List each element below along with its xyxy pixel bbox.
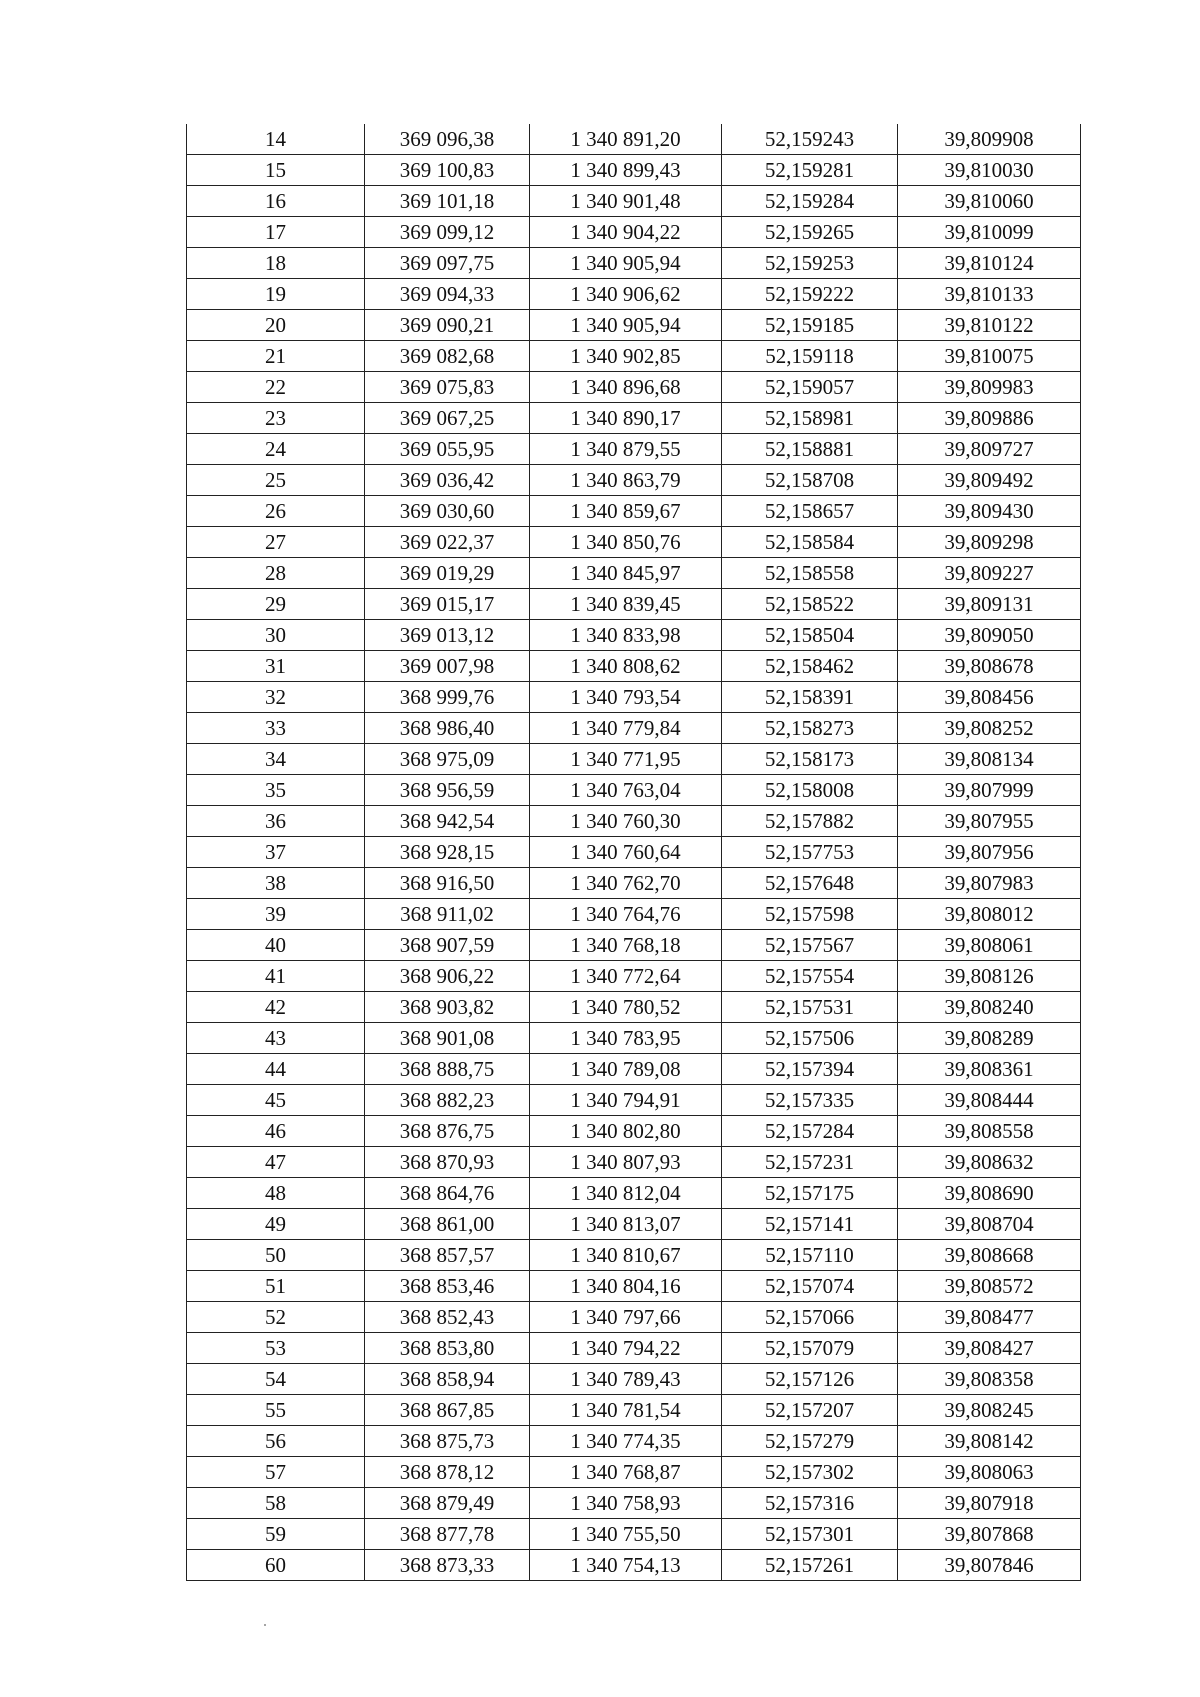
point-number-cell: 21 [187, 341, 365, 372]
longitude-cell: 39,808668 [898, 1240, 1081, 1271]
table-row [187, 1519, 1081, 1550]
point-number-cell: 44 [187, 1054, 365, 1085]
latitude-cell: 52,157261 [722, 1550, 898, 1581]
x-coordinate-cell: 368 888,75 [365, 1054, 530, 1085]
point-number-cell: 59 [187, 1519, 365, 1550]
point-number-cell: 55 [187, 1395, 365, 1426]
longitude-cell: 39,809727 [898, 434, 1081, 465]
table-row [187, 930, 1081, 961]
point-number-cell: 38 [187, 868, 365, 899]
table-row [187, 1457, 1081, 1488]
latitude-cell: 52,157301 [722, 1519, 898, 1550]
latitude-cell: 52,157882 [722, 806, 898, 837]
y-coordinate-cell: 1 340 754,13 [530, 1550, 722, 1581]
point-number-cell: 47 [187, 1147, 365, 1178]
table-row [187, 1147, 1081, 1178]
table-row [187, 434, 1081, 465]
longitude-cell: 39,809131 [898, 589, 1081, 620]
latitude-cell: 52,158522 [722, 589, 898, 620]
y-coordinate-cell: 1 340 762,70 [530, 868, 722, 899]
table-row [187, 620, 1081, 651]
table-row [187, 1209, 1081, 1240]
point-number-cell: 28 [187, 558, 365, 589]
x-coordinate-cell: 369 096,38 [365, 124, 530, 155]
x-coordinate-cell: 369 090,21 [365, 310, 530, 341]
longitude-cell: 39,808240 [898, 992, 1081, 1023]
latitude-cell: 52,158881 [722, 434, 898, 465]
y-coordinate-cell: 1 340 863,79 [530, 465, 722, 496]
point-number-cell: 41 [187, 961, 365, 992]
y-coordinate-cell: 1 340 905,94 [530, 248, 722, 279]
scan-speck [264, 1624, 266, 1626]
y-coordinate-cell: 1 340 802,80 [530, 1116, 722, 1147]
x-coordinate-cell: 369 099,12 [365, 217, 530, 248]
x-coordinate-cell: 368 870,93 [365, 1147, 530, 1178]
y-coordinate-cell: 1 340 755,50 [530, 1519, 722, 1550]
x-coordinate-cell: 368 876,75 [365, 1116, 530, 1147]
latitude-cell: 52,159265 [722, 217, 898, 248]
table-row [187, 1085, 1081, 1116]
x-coordinate-cell: 368 906,22 [365, 961, 530, 992]
point-number-cell: 42 [187, 992, 365, 1023]
table-row [187, 837, 1081, 868]
table-row [187, 868, 1081, 899]
y-coordinate-cell: 1 340 902,85 [530, 341, 722, 372]
table-row [187, 1240, 1081, 1271]
latitude-cell: 52,159281 [722, 155, 898, 186]
y-coordinate-cell: 1 340 813,07 [530, 1209, 722, 1240]
coordinates-table-body [187, 124, 1081, 1581]
x-coordinate-cell: 368 986,40 [365, 713, 530, 744]
y-coordinate-cell: 1 340 808,62 [530, 651, 722, 682]
latitude-cell: 52,158584 [722, 527, 898, 558]
latitude-cell: 52,157753 [722, 837, 898, 868]
point-number-cell: 52 [187, 1302, 365, 1333]
table-row [187, 589, 1081, 620]
longitude-cell: 39,809492 [898, 465, 1081, 496]
point-number-cell: 17 [187, 217, 365, 248]
point-number-cell: 20 [187, 310, 365, 341]
longitude-cell: 39,808704 [898, 1209, 1081, 1240]
latitude-cell: 52,157079 [722, 1333, 898, 1364]
x-coordinate-cell: 368 975,09 [365, 744, 530, 775]
table-row [187, 682, 1081, 713]
latitude-cell: 52,159284 [722, 186, 898, 217]
table-row [187, 248, 1081, 279]
point-number-cell: 34 [187, 744, 365, 775]
x-coordinate-cell: 368 857,57 [365, 1240, 530, 1271]
table-row [187, 465, 1081, 496]
longitude-cell: 39,808358 [898, 1364, 1081, 1395]
table-row [187, 527, 1081, 558]
point-number-cell: 30 [187, 620, 365, 651]
y-coordinate-cell: 1 340 845,97 [530, 558, 722, 589]
longitude-cell: 39,807918 [898, 1488, 1081, 1519]
y-coordinate-cell: 1 340 793,54 [530, 682, 722, 713]
longitude-cell: 39,810124 [898, 248, 1081, 279]
longitude-cell: 39,808289 [898, 1023, 1081, 1054]
x-coordinate-cell: 368 916,50 [365, 868, 530, 899]
latitude-cell: 52,157126 [722, 1364, 898, 1395]
x-coordinate-cell: 368 864,76 [365, 1178, 530, 1209]
y-coordinate-cell: 1 340 807,93 [530, 1147, 722, 1178]
latitude-cell: 52,157394 [722, 1054, 898, 1085]
table-row [187, 713, 1081, 744]
y-coordinate-cell: 1 340 859,67 [530, 496, 722, 527]
coordinates-table [186, 124, 1081, 1581]
x-coordinate-cell: 368 875,73 [365, 1426, 530, 1457]
y-coordinate-cell: 1 340 758,93 [530, 1488, 722, 1519]
table-row [187, 558, 1081, 589]
point-number-cell: 54 [187, 1364, 365, 1395]
longitude-cell: 39,807956 [898, 837, 1081, 868]
longitude-cell: 39,807955 [898, 806, 1081, 837]
table-row [187, 775, 1081, 806]
latitude-cell: 52,157554 [722, 961, 898, 992]
table-row [187, 992, 1081, 1023]
x-coordinate-cell: 368 878,12 [365, 1457, 530, 1488]
y-coordinate-cell: 1 340 771,95 [530, 744, 722, 775]
y-coordinate-cell: 1 340 906,62 [530, 279, 722, 310]
longitude-cell: 39,808245 [898, 1395, 1081, 1426]
longitude-cell: 39,809908 [898, 124, 1081, 155]
longitude-cell: 39,809050 [898, 620, 1081, 651]
latitude-cell: 52,157648 [722, 868, 898, 899]
x-coordinate-cell: 368 942,54 [365, 806, 530, 837]
point-number-cell: 14 [187, 124, 365, 155]
y-coordinate-cell: 1 340 772,64 [530, 961, 722, 992]
point-number-cell: 60 [187, 1550, 365, 1581]
latitude-cell: 52,158708 [722, 465, 898, 496]
point-number-cell: 29 [187, 589, 365, 620]
longitude-cell: 39,808444 [898, 1085, 1081, 1116]
latitude-cell: 52,157110 [722, 1240, 898, 1271]
table-row [187, 217, 1081, 248]
y-coordinate-cell: 1 340 794,91 [530, 1085, 722, 1116]
point-number-cell: 39 [187, 899, 365, 930]
longitude-cell: 39,808558 [898, 1116, 1081, 1147]
x-coordinate-cell: 368 867,85 [365, 1395, 530, 1426]
x-coordinate-cell: 369 013,12 [365, 620, 530, 651]
x-coordinate-cell: 368 877,78 [365, 1519, 530, 1550]
latitude-cell: 52,158657 [722, 496, 898, 527]
latitude-cell: 52,158008 [722, 775, 898, 806]
point-number-cell: 18 [187, 248, 365, 279]
longitude-cell: 39,808063 [898, 1457, 1081, 1488]
longitude-cell: 39,808477 [898, 1302, 1081, 1333]
table-row [187, 806, 1081, 837]
x-coordinate-cell: 368 853,80 [365, 1333, 530, 1364]
point-number-cell: 53 [187, 1333, 365, 1364]
point-number-cell: 50 [187, 1240, 365, 1271]
table-row [187, 961, 1081, 992]
table-row [187, 310, 1081, 341]
table-row [187, 372, 1081, 403]
table-row [187, 186, 1081, 217]
longitude-cell: 39,809298 [898, 527, 1081, 558]
longitude-cell: 39,808690 [898, 1178, 1081, 1209]
table-row [187, 341, 1081, 372]
longitude-cell: 39,808456 [898, 682, 1081, 713]
y-coordinate-cell: 1 340 879,55 [530, 434, 722, 465]
x-coordinate-cell: 369 007,98 [365, 651, 530, 682]
table-row [187, 899, 1081, 930]
latitude-cell: 52,157279 [722, 1426, 898, 1457]
y-coordinate-cell: 1 340 794,22 [530, 1333, 722, 1364]
longitude-cell: 39,810122 [898, 310, 1081, 341]
y-coordinate-cell: 1 340 768,18 [530, 930, 722, 961]
table-row [187, 1023, 1081, 1054]
latitude-cell: 52,157302 [722, 1457, 898, 1488]
point-number-cell: 22 [187, 372, 365, 403]
table-row [187, 1550, 1081, 1581]
longitude-cell: 39,809886 [898, 403, 1081, 434]
latitude-cell: 52,159118 [722, 341, 898, 372]
x-coordinate-cell: 369 022,37 [365, 527, 530, 558]
longitude-cell: 39,810030 [898, 155, 1081, 186]
table-row [187, 744, 1081, 775]
y-coordinate-cell: 1 340 905,94 [530, 310, 722, 341]
longitude-cell: 39,809430 [898, 496, 1081, 527]
table-row [187, 1364, 1081, 1395]
x-coordinate-cell: 368 852,43 [365, 1302, 530, 1333]
latitude-cell: 52,159253 [722, 248, 898, 279]
latitude-cell: 52,157231 [722, 1147, 898, 1178]
point-number-cell: 31 [187, 651, 365, 682]
longitude-cell: 39,808142 [898, 1426, 1081, 1457]
latitude-cell: 52,159243 [722, 124, 898, 155]
y-coordinate-cell: 1 340 890,17 [530, 403, 722, 434]
x-coordinate-cell: 369 030,60 [365, 496, 530, 527]
x-coordinate-cell: 368 901,08 [365, 1023, 530, 1054]
longitude-cell: 39,808134 [898, 744, 1081, 775]
point-number-cell: 51 [187, 1271, 365, 1302]
y-coordinate-cell: 1 340 896,68 [530, 372, 722, 403]
x-coordinate-cell: 368 999,76 [365, 682, 530, 713]
latitude-cell: 52,157567 [722, 930, 898, 961]
x-coordinate-cell: 368 858,94 [365, 1364, 530, 1395]
y-coordinate-cell: 1 340 789,43 [530, 1364, 722, 1395]
y-coordinate-cell: 1 340 763,04 [530, 775, 722, 806]
latitude-cell: 52,158273 [722, 713, 898, 744]
latitude-cell: 52,159185 [722, 310, 898, 341]
point-number-cell: 43 [187, 1023, 365, 1054]
table-row [187, 1271, 1081, 1302]
x-coordinate-cell: 369 094,33 [365, 279, 530, 310]
latitude-cell: 52,158558 [722, 558, 898, 589]
point-number-cell: 56 [187, 1426, 365, 1457]
x-coordinate-cell: 369 055,95 [365, 434, 530, 465]
latitude-cell: 52,157531 [722, 992, 898, 1023]
longitude-cell: 39,809227 [898, 558, 1081, 589]
latitude-cell: 52,158173 [722, 744, 898, 775]
point-number-cell: 35 [187, 775, 365, 806]
x-coordinate-cell: 368 873,33 [365, 1550, 530, 1581]
longitude-cell: 39,807983 [898, 868, 1081, 899]
x-coordinate-cell: 369 067,25 [365, 403, 530, 434]
point-number-cell: 24 [187, 434, 365, 465]
x-coordinate-cell: 369 082,68 [365, 341, 530, 372]
y-coordinate-cell: 1 340 850,76 [530, 527, 722, 558]
longitude-cell: 39,808572 [898, 1271, 1081, 1302]
y-coordinate-cell: 1 340 891,20 [530, 124, 722, 155]
latitude-cell: 52,157207 [722, 1395, 898, 1426]
point-number-cell: 45 [187, 1085, 365, 1116]
point-number-cell: 58 [187, 1488, 365, 1519]
y-coordinate-cell: 1 340 899,43 [530, 155, 722, 186]
point-number-cell: 27 [187, 527, 365, 558]
longitude-cell: 39,810075 [898, 341, 1081, 372]
longitude-cell: 39,808632 [898, 1147, 1081, 1178]
x-coordinate-cell: 369 100,83 [365, 155, 530, 186]
y-coordinate-cell: 1 340 781,54 [530, 1395, 722, 1426]
x-coordinate-cell: 368 861,00 [365, 1209, 530, 1240]
table-row [187, 1488, 1081, 1519]
y-coordinate-cell: 1 340 812,04 [530, 1178, 722, 1209]
latitude-cell: 52,157598 [722, 899, 898, 930]
point-number-cell: 23 [187, 403, 365, 434]
table-row [187, 1333, 1081, 1364]
latitude-cell: 52,159222 [722, 279, 898, 310]
table-row [187, 1178, 1081, 1209]
table-row [187, 1395, 1081, 1426]
latitude-cell: 52,157335 [722, 1085, 898, 1116]
x-coordinate-cell: 368 928,15 [365, 837, 530, 868]
latitude-cell: 52,159057 [722, 372, 898, 403]
point-number-cell: 26 [187, 496, 365, 527]
x-coordinate-cell: 368 882,23 [365, 1085, 530, 1116]
y-coordinate-cell: 1 340 804,16 [530, 1271, 722, 1302]
longitude-cell: 39,807868 [898, 1519, 1081, 1550]
y-coordinate-cell: 1 340 783,95 [530, 1023, 722, 1054]
latitude-cell: 52,157175 [722, 1178, 898, 1209]
point-number-cell: 48 [187, 1178, 365, 1209]
x-coordinate-cell: 369 101,18 [365, 186, 530, 217]
point-number-cell: 15 [187, 155, 365, 186]
latitude-cell: 52,157141 [722, 1209, 898, 1240]
y-coordinate-cell: 1 340 839,45 [530, 589, 722, 620]
y-coordinate-cell: 1 340 760,30 [530, 806, 722, 837]
longitude-cell: 39,810099 [898, 217, 1081, 248]
table-row [187, 403, 1081, 434]
table-row [187, 1116, 1081, 1147]
point-number-cell: 49 [187, 1209, 365, 1240]
x-coordinate-cell: 368 911,02 [365, 899, 530, 930]
y-coordinate-cell: 1 340 764,76 [530, 899, 722, 930]
x-coordinate-cell: 368 853,46 [365, 1271, 530, 1302]
table-row [187, 1302, 1081, 1333]
latitude-cell: 52,158391 [722, 682, 898, 713]
longitude-cell: 39,810133 [898, 279, 1081, 310]
point-number-cell: 19 [187, 279, 365, 310]
longitude-cell: 39,807999 [898, 775, 1081, 806]
point-number-cell: 32 [187, 682, 365, 713]
table-row [187, 496, 1081, 527]
latitude-cell: 52,158981 [722, 403, 898, 434]
x-coordinate-cell: 369 019,29 [365, 558, 530, 589]
y-coordinate-cell: 1 340 779,84 [530, 713, 722, 744]
longitude-cell: 39,810060 [898, 186, 1081, 217]
point-number-cell: 57 [187, 1457, 365, 1488]
x-coordinate-cell: 368 903,82 [365, 992, 530, 1023]
latitude-cell: 52,158462 [722, 651, 898, 682]
table-row [187, 279, 1081, 310]
x-coordinate-cell: 368 907,59 [365, 930, 530, 961]
longitude-cell: 39,808126 [898, 961, 1081, 992]
longitude-cell: 39,808252 [898, 713, 1081, 744]
point-number-cell: 40 [187, 930, 365, 961]
table-row [187, 651, 1081, 682]
x-coordinate-cell: 369 015,17 [365, 589, 530, 620]
longitude-cell: 39,809983 [898, 372, 1081, 403]
point-number-cell: 37 [187, 837, 365, 868]
y-coordinate-cell: 1 340 768,87 [530, 1457, 722, 1488]
table-row [187, 124, 1081, 155]
y-coordinate-cell: 1 340 904,22 [530, 217, 722, 248]
y-coordinate-cell: 1 340 780,52 [530, 992, 722, 1023]
longitude-cell: 39,808012 [898, 899, 1081, 930]
y-coordinate-cell: 1 340 833,98 [530, 620, 722, 651]
latitude-cell: 52,157506 [722, 1023, 898, 1054]
point-number-cell: 33 [187, 713, 365, 744]
y-coordinate-cell: 1 340 774,35 [530, 1426, 722, 1457]
x-coordinate-cell: 369 036,42 [365, 465, 530, 496]
longitude-cell: 39,808061 [898, 930, 1081, 961]
table-row [187, 155, 1081, 186]
x-coordinate-cell: 369 097,75 [365, 248, 530, 279]
y-coordinate-cell: 1 340 760,64 [530, 837, 722, 868]
table-row [187, 1426, 1081, 1457]
x-coordinate-cell: 368 879,49 [365, 1488, 530, 1519]
longitude-cell: 39,807846 [898, 1550, 1081, 1581]
y-coordinate-cell: 1 340 901,48 [530, 186, 722, 217]
longitude-cell: 39,808427 [898, 1333, 1081, 1364]
latitude-cell: 52,158504 [722, 620, 898, 651]
point-number-cell: 16 [187, 186, 365, 217]
point-number-cell: 25 [187, 465, 365, 496]
x-coordinate-cell: 369 075,83 [365, 372, 530, 403]
table-row [187, 1054, 1081, 1085]
point-number-cell: 36 [187, 806, 365, 837]
x-coordinate-cell: 368 956,59 [365, 775, 530, 806]
y-coordinate-cell: 1 340 810,67 [530, 1240, 722, 1271]
point-number-cell: 46 [187, 1116, 365, 1147]
y-coordinate-cell: 1 340 789,08 [530, 1054, 722, 1085]
y-coordinate-cell: 1 340 797,66 [530, 1302, 722, 1333]
latitude-cell: 52,157316 [722, 1488, 898, 1519]
longitude-cell: 39,808361 [898, 1054, 1081, 1085]
latitude-cell: 52,157284 [722, 1116, 898, 1147]
latitude-cell: 52,157074 [722, 1271, 898, 1302]
longitude-cell: 39,808678 [898, 651, 1081, 682]
latitude-cell: 52,157066 [722, 1302, 898, 1333]
